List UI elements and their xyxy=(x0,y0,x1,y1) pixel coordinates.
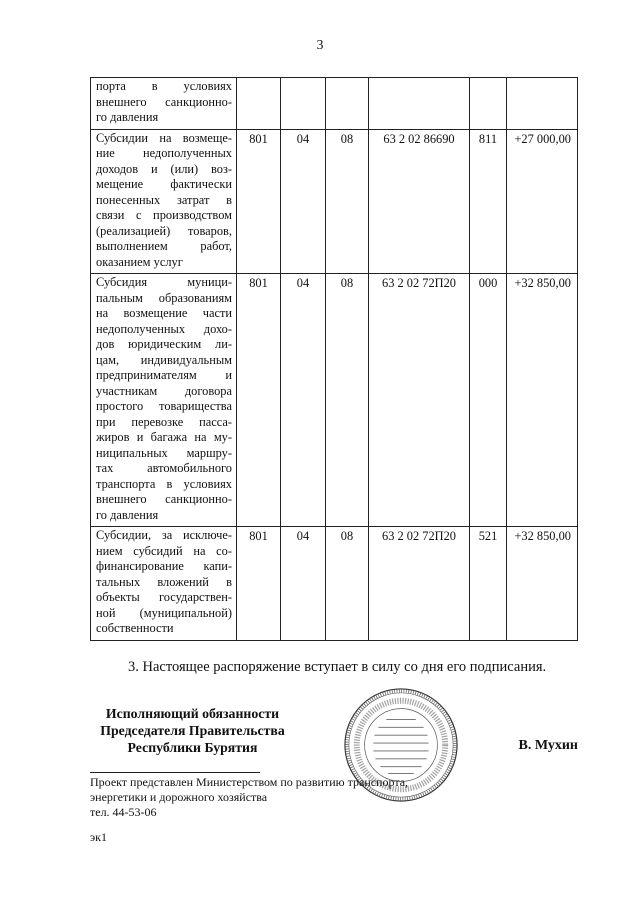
description-line: нием субсидий на со- xyxy=(96,543,232,558)
target-item-code: 63 2 02 72П20 xyxy=(369,274,470,527)
footer-note xyxy=(90,775,408,820)
description-line: участникам договора xyxy=(96,383,232,398)
description-line: выполнением работ, xyxy=(96,239,232,253)
description-line: понесенных затрат в xyxy=(96,192,232,207)
section-code: 04 xyxy=(281,129,326,274)
section-code xyxy=(281,78,326,130)
footer-line: Проект представлен Министерством по развитию транспорта, xyxy=(90,775,409,789)
page-number: 3 xyxy=(316,38,324,53)
description-line: внешнего санкционно- xyxy=(96,492,232,506)
footer-divider xyxy=(90,772,260,773)
section-code: 04 xyxy=(281,274,326,527)
footer-line: тел. 44-53-06 xyxy=(90,805,157,819)
ministry-code: 801 xyxy=(237,274,281,527)
description-line: транспорта в условиях xyxy=(96,476,232,491)
description-line: при перевозке пасса- xyxy=(96,414,232,429)
target-item-code: 63 2 02 86690 xyxy=(369,129,470,274)
ministry-code: 801 xyxy=(237,527,281,641)
target-item-code: 63 2 02 72П20 xyxy=(369,527,470,641)
row-description xyxy=(91,274,237,527)
description-line: доходов и (или) воз- xyxy=(96,161,232,176)
amount: +32 850,00 xyxy=(507,527,578,641)
description-line: собственности xyxy=(96,621,174,635)
description-line: на возмещение части xyxy=(96,306,232,320)
description-line: простого товарищества xyxy=(96,399,232,413)
document-code: эк1 xyxy=(90,830,107,844)
description-line: (реализацией) товаров, xyxy=(96,223,232,238)
subsection-code: 08 xyxy=(326,274,369,527)
description-line: объекты государствен- xyxy=(96,590,232,604)
row-description xyxy=(91,78,237,130)
row-description xyxy=(91,129,237,274)
subsection-code: 08 xyxy=(326,129,369,274)
ministry-code xyxy=(237,78,281,130)
table-row xyxy=(91,274,578,527)
description-line: Субсидия муници- xyxy=(96,275,232,289)
subsection-code: 08 xyxy=(326,527,369,641)
budget-table xyxy=(90,77,578,641)
description-line: дов юридическим ли- xyxy=(96,337,232,351)
amount: +32 850,00 xyxy=(507,274,578,527)
description-line: ние недополученных xyxy=(96,146,232,160)
description-line: Субсидии, за исключе- xyxy=(96,528,232,542)
description-line: тальных вложений в xyxy=(96,574,232,589)
target-item-code xyxy=(369,78,470,130)
section-code: 04 xyxy=(281,527,326,641)
signer-title-line: Исполняющий обязанности xyxy=(105,706,280,721)
expense-type-code: 521 xyxy=(470,527,507,641)
table-row xyxy=(91,527,578,641)
description-line: пальным образованиям xyxy=(96,290,232,305)
table-row xyxy=(91,78,578,130)
signer-title-line: Председателя Правительства xyxy=(100,723,285,738)
expense-type-code: 000 xyxy=(470,274,507,527)
signer-title xyxy=(90,705,295,756)
signer-name: В. Мухин xyxy=(518,738,578,753)
description-line: ной (муниципальной) xyxy=(96,605,232,620)
table-row xyxy=(91,129,578,274)
description-line: финансирование капи- xyxy=(96,559,232,573)
description-line: оказанием услуг xyxy=(96,254,183,269)
description-line: недополученных дохо- xyxy=(96,321,232,336)
description-line: порта в условиях xyxy=(96,79,232,93)
description-line: связи с производством xyxy=(96,208,232,222)
description-line: тах автомобильного xyxy=(96,461,232,475)
subsection-code xyxy=(326,78,369,130)
row-description xyxy=(91,527,237,641)
signer-title-line: Республики Бурятия xyxy=(127,740,258,755)
description-line: го давления xyxy=(96,110,159,124)
ministry-code: 801 xyxy=(237,129,281,274)
description-line: го давления xyxy=(96,507,159,522)
description-line: Субсидии на возмеще- xyxy=(96,130,232,145)
description-line: ниципальных маршру- xyxy=(96,445,232,460)
description-line: мещение фактически xyxy=(96,177,232,191)
amount: +27 000,00 xyxy=(507,129,578,274)
description-line: внешнего санкционно- xyxy=(96,94,232,109)
effective-clause: 3. Настоящее распоряжение вступает в силу со дня его подписания. xyxy=(128,659,547,675)
footer-line: энергетики и дорожного хозяйства xyxy=(90,790,268,804)
description-line: цам, индивидуальным xyxy=(96,352,232,367)
amount xyxy=(507,78,578,130)
description-line: жиров и багажа на му- xyxy=(96,430,232,444)
expense-type-code: 811 xyxy=(470,129,507,274)
description-line: предпринимателям и xyxy=(96,368,232,382)
expense-type-code xyxy=(470,78,507,130)
